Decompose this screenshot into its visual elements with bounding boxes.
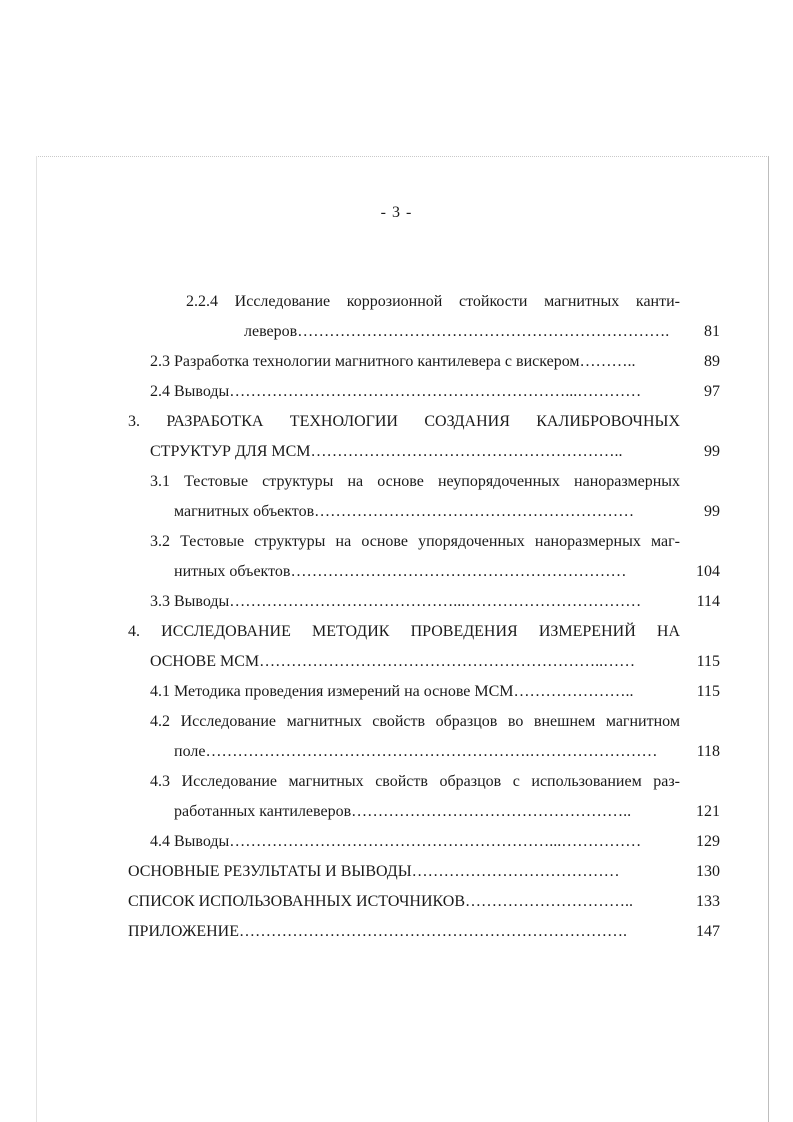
toc-line-appendix: ПРИЛОЖЕНИЕ………………………………………………………………. bbox=[128, 923, 628, 940]
toc-line-4-2-cont: поле…………………………………………………….…………………… bbox=[174, 743, 658, 760]
toc-page-114: 114 bbox=[696, 593, 720, 610]
toc-line-results: ОСНОВНЫЕ РЕЗУЛЬТАТЫ И ВЫВОДЫ………………………………… bbox=[128, 863, 620, 880]
scan-border-left bbox=[36, 156, 37, 1122]
toc-page-129: 129 bbox=[696, 833, 720, 850]
toc-page-121: 121 bbox=[696, 803, 720, 820]
toc-line-4-2: 4.2 Исследование магнитных свойств образцов во внешнем магнитном bbox=[150, 713, 680, 730]
toc-line-3-1-cont: магнитных объектов…………………………………………………… bbox=[174, 503, 635, 520]
toc-line-3: 3. РАЗРАБОТКА ТЕХНОЛОГИИ СОЗДАНИЯ КАЛИБРОВОЧНЫХ bbox=[128, 413, 680, 430]
toc-page-147: 147 bbox=[696, 923, 720, 940]
toc-line-4-3-cont: работанных кантилеверов…………………………………………….. bbox=[174, 803, 632, 820]
toc-line-3-3: 3.3 Выводы……………………………………...…………………………… bbox=[150, 593, 642, 610]
toc-page-133: 133 bbox=[696, 893, 720, 910]
toc-line-2-4: 2.4 Выводы………………………………………………………...………… bbox=[150, 383, 642, 400]
toc-page-118: 118 bbox=[696, 743, 720, 760]
toc-page-99-a: 99 bbox=[704, 443, 720, 460]
toc-page-97: 97 bbox=[704, 383, 720, 400]
toc-line-2-2-4-cont: леверов……………………………………………………………. bbox=[244, 323, 670, 340]
toc-line-references: СПИСОК ИСПОЛЬЗОВАННЫХ ИСТОЧНИКОВ………………………….. bbox=[128, 893, 634, 910]
toc-line-4-cont: ОСНОВЕ МСМ………………………………………………………..…… bbox=[150, 653, 636, 670]
toc-page-115-b: 115 bbox=[696, 683, 720, 700]
page-number: - 3 - bbox=[380, 204, 413, 221]
toc-line-4: 4. ИССЛЕДОВАНИЕ МЕТОДИК ПРОВЕДЕНИЯ ИЗМЕРЕНИЙ НА bbox=[128, 623, 680, 640]
scan-border-top bbox=[36, 156, 769, 157]
toc-line-3-cont: СТРУКТУР ДЛЯ МСМ………………………………………………….. bbox=[150, 443, 623, 460]
toc-page-89: 89 bbox=[704, 353, 720, 370]
scan-border-right bbox=[768, 156, 769, 1122]
toc-line-4-3: 4.3 Исследование магнитных свойств образцов с использованием раз- bbox=[150, 773, 680, 790]
toc-page-81: 81 bbox=[704, 323, 720, 340]
toc-line-2-3: 2.3 Разработка технологии магнитного кантилевера с вискером……….. bbox=[150, 353, 636, 370]
toc-line-2-2-4: 2.2.4 Исследование коррозионной стойкости магнитных канти- bbox=[186, 293, 680, 310]
toc-line-4-4: 4.4 Выводы……………………………………………………...…………… bbox=[150, 833, 642, 850]
toc-line-3-1: 3.1 Тестовые структуры на основе неупорядоченных наноразмерных bbox=[150, 473, 680, 490]
toc-page-115-a: 115 bbox=[696, 653, 720, 670]
toc-line-3-2-cont: нитных объектов……………………………………………………… bbox=[174, 563, 627, 580]
toc-page-99-b: 99 bbox=[704, 503, 720, 520]
toc-line-3-2: 3.2 Тестовые структуры на основе упорядоченных наноразмерных маг- bbox=[150, 533, 680, 550]
toc-page-104: 104 bbox=[696, 563, 720, 580]
toc-page-130: 130 bbox=[696, 863, 720, 880]
toc-line-4-1: 4.1 Методика проведения измерений на основе МСМ………………….. bbox=[150, 683, 634, 700]
